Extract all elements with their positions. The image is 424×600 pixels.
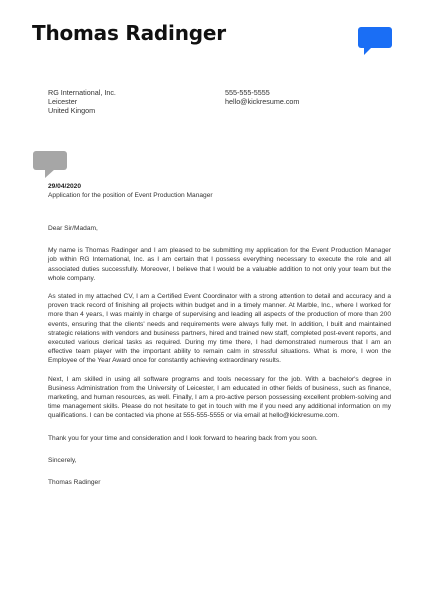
paragraph-skills: Next, I am skilled in using all software programs and tools necessary for the job. With a bachelor's degree in Business Administration from the University of Leicester, I am educated in other fields of business, such as finance, marketing, and human resources, as well. Finally, I am a pro-active person possessing excellent problem-solving and time management skills. Please do not hesitate to get in touch with me if you need any additional information on my qualifications. I can be contacted via phone at 555-555-5555 or via email at hello@kickresume.com. xyxy=(48,375,391,420)
paragraph-intro: My name is Thomas Radinger and I am pleased to be submitting my application for the Event Production Manager job within RG International, Inc. as I am certain that I possess everything necessary to execute the role and all associated duties successfully. Moreover, I believe that I would be a valuable addition to not only your team but the whole company. xyxy=(48,247,391,282)
letter-meta xyxy=(48,182,213,200)
letter-subject: Application for the position of Event Production Manager xyxy=(48,192,213,199)
recipient-city: Leicester xyxy=(48,97,78,106)
letter-body xyxy=(48,224,391,496)
speech-bubble-icon xyxy=(358,27,392,59)
contact-info xyxy=(225,88,299,106)
signature-name: Thomas Radinger xyxy=(48,479,101,487)
applicant-name: Thomas Radinger xyxy=(32,21,226,45)
contact-phone: 555-555-5555 xyxy=(225,88,270,97)
signoff: Sincerely, xyxy=(48,456,77,464)
letter-date: 29/04/2020 xyxy=(48,183,82,190)
speech-bubble-icon xyxy=(33,151,67,180)
recipient-address xyxy=(48,88,116,115)
closing-line: Thank you for your time and consideration and I look forward to hearing back from you soon. xyxy=(48,434,318,442)
recipient-company: RG International, Inc. xyxy=(48,88,116,97)
paragraph-experience: As stated in my attached CV, I am a Certified Event Coordinator with a strong attention to detail and accuracy and a proven track record of finishing all projects within budget and in a timely manner. At Marble, Inc., where I worked for more than 4 years, I was mainly in charge of supervising and leading all aspects of the production of more than 200 events, ensuring that the clients' needs and requirements were always fully met. In addition, I built and maintained strategic relations with vendors and business partners, hired and trained new staff, completed post-event reports, and executed various clerical tasks as required. During my time there, I had demonstrated numerous that I am an effective team player with the important ability to remain calm in stressful situations. What is more, I won the Employee of the Year Award once for constantly achieving extraordinary results. xyxy=(48,293,391,365)
recipient-country: United Kingom xyxy=(48,106,96,115)
contact-email: hello@kickresume.com xyxy=(225,97,300,106)
salutation: Dear Sir/Madam, xyxy=(48,225,98,232)
